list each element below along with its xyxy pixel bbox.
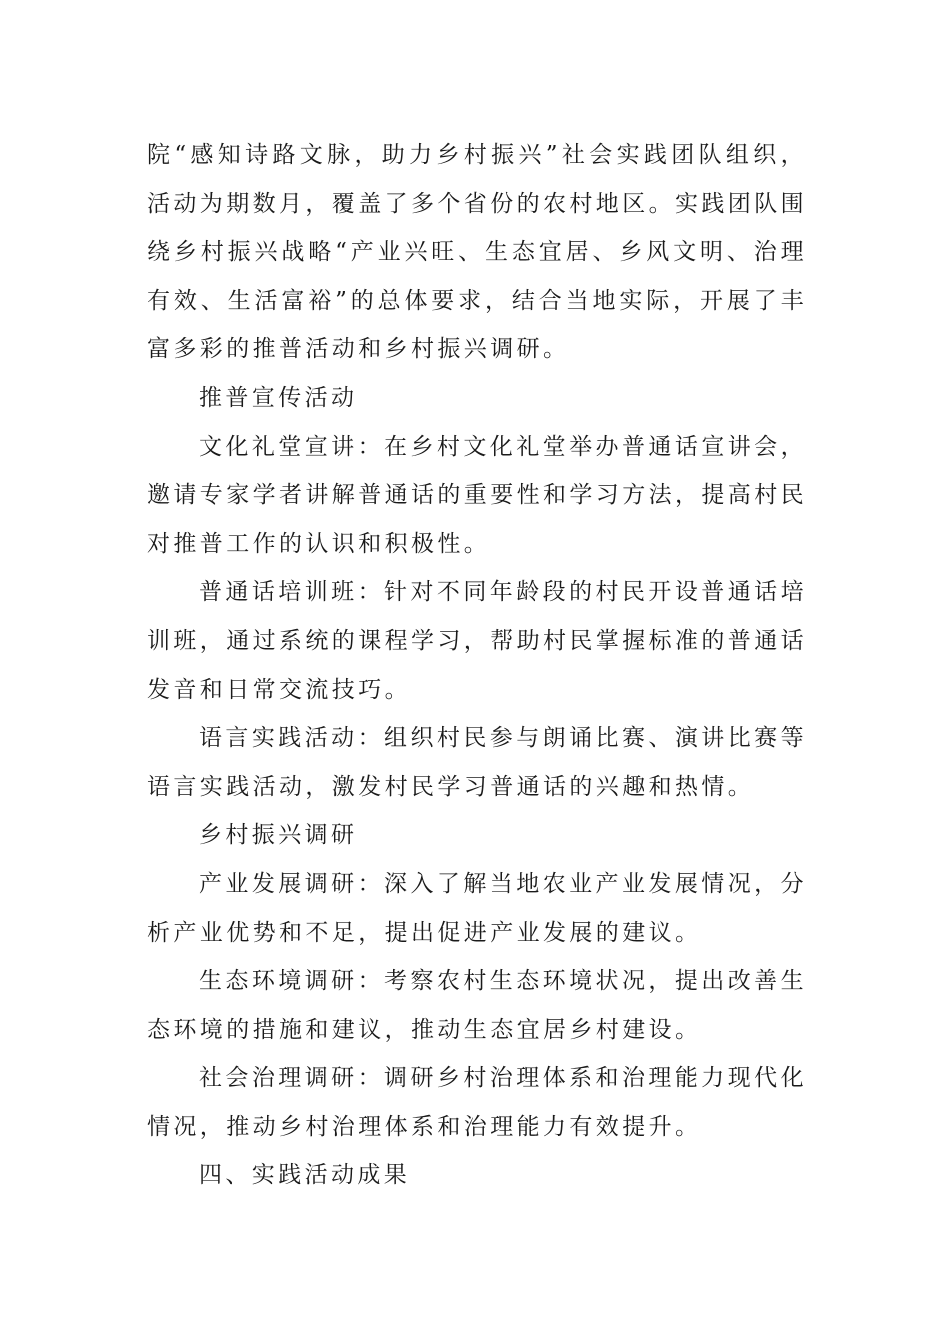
document-body — [147, 131, 807, 1200]
paragraph-culture-hall: 文化礼堂宣讲：在乡村文化礼堂举办普通话宣讲会，邀请专家学者讲解普通话的重要性和学习方法，提高村民对推普工作的认识和积极性。 — [147, 433, 807, 557]
section-heading-results: 四、实践活动成果 — [199, 1162, 411, 1189]
section-heading-revitalization: 乡村振兴调研 — [199, 822, 358, 849]
paragraph-ecology-research: 生态环境调研：考察农村生态环境状况，提出改善生态环境的措施和建议，推动生态宜居乡村建设。 — [147, 968, 807, 1043]
paragraph-training-class: 普通话培训班：针对不同年龄段的村民开设普通话培训班，通过系统的课程学习，帮助村民掌握标准的普通话发音和日常交流技巧。 — [147, 579, 807, 703]
section-heading-promotion: 推普宣传活动 — [199, 384, 358, 411]
paragraph-governance-research: 社会治理调研：调研乡村治理体系和治理能力现代化情况，推动乡村治理体系和治理能力有效提升。 — [147, 1065, 807, 1140]
intro-paragraph: 院“感知诗路文脉，助力乡村振兴”社会实践团队组织，活动为期数月，覆盖了多个省份的农村地区。实践团队围绕乡村振兴战略“产业兴旺、生态宜居、乡风文明、治理有效、生活富裕”的总体要求，结合当地实际，开展了丰富多彩的推普活动和乡村振兴调研。 — [147, 142, 807, 363]
paragraph-language-practice: 语言实践活动：组织村民参与朗诵比赛、演讲比赛等语言实践活动，激发村民学习普通话的兴趣和热情。 — [147, 725, 807, 800]
paragraph-industry-research: 产业发展调研：深入了解当地农业产业发展情况，分析产业优势和不足，提出促进产业发展的建议。 — [147, 870, 807, 946]
